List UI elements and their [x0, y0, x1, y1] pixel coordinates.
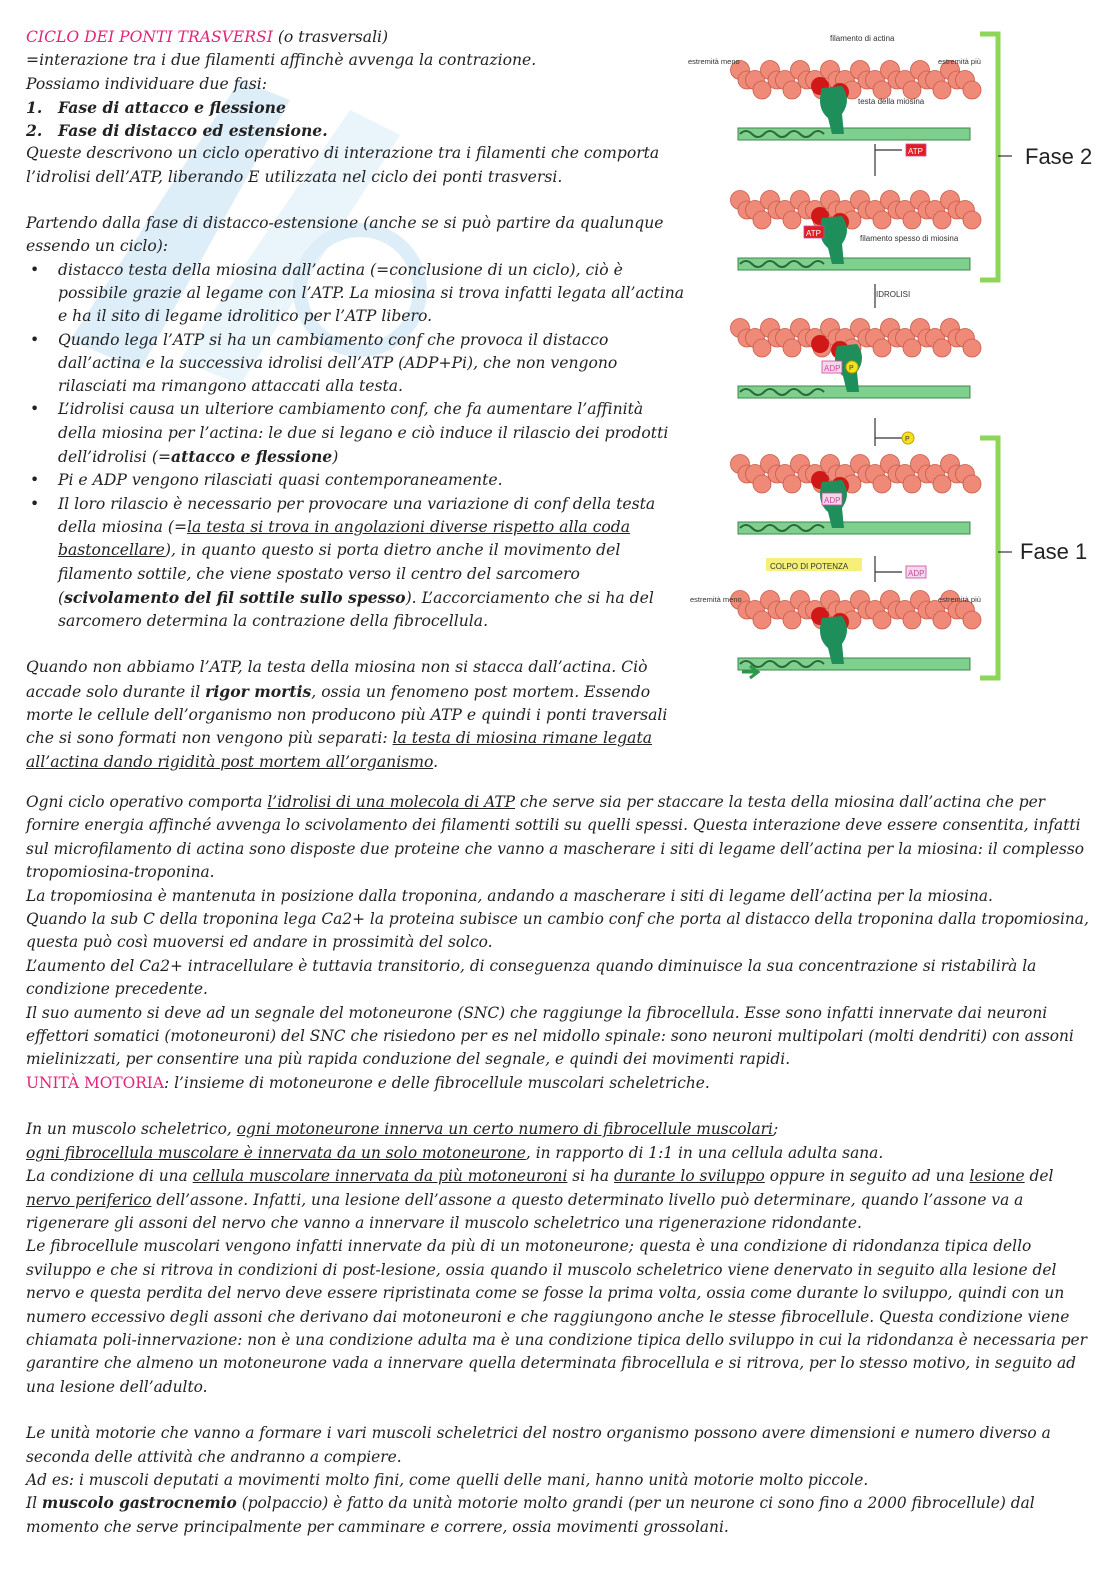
actin-bead [753, 475, 771, 493]
cycle-step: • Pi e ADP vengono rilasciati quasi contemporaneamente. [26, 469, 686, 492]
myosin-head [820, 616, 847, 664]
phase2-bracket [980, 34, 998, 280]
cycle-step: • distacco testa della miosina dall’actina (=conclusione di un ciclo), ciò è possibile grazie al legame con l’ATP. La miosina si trova infatti legata all’actina e ha il sito di legame idrolitico per l’ATP libero. [26, 259, 686, 329]
paragraph: ogni fibrocellula muscolare è innervata da un solo motoneurone, in rapporto di 1:1 in una cellula adulta sana. [26, 1143, 884, 1162]
section-title: CICLO DEI PONTI TRASVERSI [26, 28, 273, 46]
actin-bead [933, 611, 951, 629]
actin-bead [873, 211, 891, 229]
thick-filament [738, 258, 970, 270]
paragraph: UNITÀ MOTORIA: l’insieme di motoneurone e delle fibrocellule muscolari scheletriche. [26, 1073, 710, 1092]
cycle-start: Partendo dalla fase di distacco-estensione (anche se si può partire da qualunque essendo un ciclo): [26, 214, 664, 256]
label-thick-filament: filamento spesso di miosina [860, 234, 959, 243]
svg-text:ADP: ADP [824, 496, 841, 505]
paragraph: La condizione di una cellula muscolare innervata da più motoneuroni si ha durante lo sviluppo oppure in seguito ad una lesione del nervo periferico dell’assone. Infatti, una lesione dell’assone a questo determinato livello può determinare, quando l’assone va a rigenerare gli assoni del nervo che vanno a innervare il muscolo scheletrico una rigenerazione ridondante. [26, 1167, 1054, 1232]
paragraph: Ad es: i muscoli deputati a movimenti molto fini, come quelli delle mani, hanno unità motorie molto piccole. [26, 1470, 869, 1489]
section-heading: CICLO DEI PONTI TRASVERSI (o trasversali) [26, 28, 389, 46]
paragraph: Ogni ciclo operativo comporta l’idrolisi di una molecola di ATP che serve sia per staccare la testa della miosina dall’actina che per fornire energia affinché avvenga lo scivolamento dei filamenti sottili su quelli spessi. Questa interazione deve essere consentita, infatti sul microfilamento di actina sono disposte due proteine che vanno a mascherare i siti di legame dell’actina per la miosina: il complesso tropomiosina-troponina. [26, 793, 1085, 882]
actin-bead [783, 339, 801, 357]
crossbridge-cycle-figure [680, 26, 1110, 686]
label-actin-filament: filamento di actina [830, 34, 895, 43]
phase-item: 1. Fase di attacco e flessione [26, 97, 286, 117]
actin-bead [903, 611, 921, 629]
phase-list [26, 96, 686, 143]
cycle-steps [26, 259, 686, 634]
thick-filament [738, 128, 970, 140]
actin-bead [903, 475, 921, 493]
cycle-step: • Il loro rilascio è necessario per provocare una variazione di conf della testa della miosina (=la testa si trova in angolazioni diverse rispetto alla coda bastoncellare), in quanto questo si porta dietro anche il movimento del filamento sottile, che viene spostato verso il centro del sarcomero (scivolamento del fil sottile sullo spesso). L’accorciamento che si ha del sarcomero determina la contrazione della fibrocellula. [26, 493, 686, 634]
label-myosin-head: testa della miosina [858, 97, 925, 106]
actin-bead [753, 611, 771, 629]
actin-bead [753, 339, 771, 357]
bottom-text [26, 791, 1091, 1539]
svg-text:ADP: ADP [824, 364, 841, 373]
actin-bead [963, 611, 981, 629]
intro-line: Queste descrivono un ciclo operativo di interazione tra i filamenti che comporta l’idrolisi dell’ATP, liberando E utilizzata nel ciclo dei ponti trasversi. [26, 144, 660, 186]
actin-bead [963, 339, 981, 357]
actin-bead [873, 339, 891, 357]
actin-bead [933, 339, 951, 357]
label-minus-end: estremità meno [688, 57, 740, 66]
actin-bead [933, 475, 951, 493]
svg-text:ATP: ATP [806, 229, 821, 238]
actin-bead [783, 211, 801, 229]
thick-filament [738, 658, 970, 670]
paragraph: In un muscolo scheletrico, ogni motoneurone innerva un certo numero di fibrocellule muscolari; [26, 1120, 779, 1139]
intro-line: =interazione tra i due filamenti affinchè avvenga la contrazione. [26, 51, 537, 70]
thick-filament [738, 522, 970, 534]
paragraph: Il muscolo gastrocnemio (polpaccio) è fatto da unità motorie molto grandi (per un neurone ci sono fino a 2000 fibrocellule) dal momento che serve principalmente per camminare e correre, ossia movimenti grossolani. [26, 1494, 1035, 1536]
arrow [875, 418, 902, 446]
phase1-label: Fase 1 [1020, 539, 1088, 564]
top-text-column [26, 26, 686, 774]
cycle-step: • Quando lega l’ATP si ha un cambiamento conf che provoca il distacco dall’actina e la successiva idrolisi dell’ATP (ADP+Pi), che non vengono rilasciati ma rimangono attaccati alla testa. [26, 329, 686, 399]
phase2-label: Fase 2 [1025, 144, 1093, 169]
actin-bead [963, 81, 981, 99]
phase1-bracket [980, 438, 998, 678]
actin-bead [783, 81, 801, 99]
svg-text:P: P [905, 436, 910, 443]
actin-bead [933, 211, 951, 229]
paragraph: Le fibrocellule muscolari vengono infatti innervate da più di un motoneurone; questa è una condizione di ridondanza tipica dello sviluppo e che si ritrova in condizioni di post-lesione, ossia quando il muscolo scheletrico viene denervato in seguito alla lesione del nervo e questa perdita del nervo deve essere ripristinata come se fosse la prima volta, ossia come durante lo sviluppo, quindi con un numero eccessivo degli assoni che derivano dai motoneuroni e che raggiungono anche le stesse fibrocellule. Questa condizione viene chiamata poli-innervazione: non è una condizione adulta ma è una condizione tipica dello sviluppo in cui la ridondanza è necessaria per garantire che almeno un motoneurone vada a innervare quella determinata fibrocellula e si ritrova, per lo stesso motivo, in seguito ad una lesione dell’adulto. [26, 1237, 1088, 1396]
actin-bead [753, 81, 771, 99]
myosin-head [820, 86, 847, 134]
actin-bead [933, 81, 951, 99]
cycle-step: • L’idrolisi causa un ulteriore cambiamento conf, che fa aumentare l’affinità della miosina per l’actina: le due si legano e ciò induce il rilascio dei prodotti dell’idrolisi (=attacco e flessione) [26, 398, 686, 469]
label-power-stroke: COLPO DI POTENZA [770, 562, 849, 571]
actin-bead [873, 475, 891, 493]
unit-title: UNITÀ MOTORIA [26, 1073, 164, 1092]
arrow [875, 556, 902, 582]
paragraph: La tropomiosina è mantenuta in posizione dalla troponina, andando a mascherare i siti di legame dell’actina per la miosina. [26, 886, 993, 905]
label-hydrolysis: IDROLISI [876, 290, 911, 299]
svg-text:ATP: ATP [908, 147, 923, 156]
paragraph: Il suo aumento si deve ad un segnale del motoneurone (SNC) che raggiunge la fibrocellula. Esse sono infatti innervate dai neuroni effettori somatici (motoneuroni) del SNC che risiedono per es nel midollo spinale: sono neuroni multipolari (molti dendriti) con assoni mielinizzati, per consentire una più rapida conduzione del segnale, e quindi dei movimenti rapidi. [26, 1003, 1074, 1069]
actin-bead [963, 211, 981, 229]
phase-item: 2. Fase di distacco ed estensione. [26, 121, 328, 141]
actin-bead [783, 475, 801, 493]
intro-line: Possiamo individuare due fasi: [26, 74, 267, 93]
binding-site [811, 335, 829, 353]
svg-text:P: P [849, 365, 854, 372]
label-plus-end-bottom: estremità più [938, 595, 981, 604]
actin-bead [903, 339, 921, 357]
label-plus-end: estremità più [938, 57, 981, 66]
myosin-head [820, 216, 847, 264]
label-minus-end-bottom: estremità meno [690, 595, 742, 604]
svg-text:ADP: ADP [908, 569, 925, 578]
actin-bead [753, 211, 771, 229]
paragraph: Quando la sub C della troponina lega Ca2+ la proteina subisce un cambio conf che porta al distacco della troponina dalla tropomiosina, questa può così muoversi ed andare in prossimità del solco. [26, 910, 1089, 952]
actin-bead [963, 475, 981, 493]
rigor-paragraph: Quando non abbiamo l’ATP, la testa della miosina non si stacca dall’actina. Ciò accade solo durante il rigor mortis, ossia un fenomeno post mortem. Essendo morte le cellule dell’organismo non producono più ATP e quindi i ponti traversali che si sono formati non vengono più separati: la testa di miosina rimane legata all’actina dando rigidità post mortem all’organismo. [26, 658, 668, 771]
arrow [875, 144, 902, 176]
paragraph: Le unità motorie che vanno a formare i vari muscoli scheletrici del nostro organismo possono avere dimensioni e numero diverso a seconda delle attività che andranno a compiere. [26, 1424, 1051, 1466]
actin-bead [903, 211, 921, 229]
actin-bead [783, 611, 801, 629]
paragraph: L’aumento del Ca2+ intracellulare è tuttavia transitorio, di conseguenza quando diminuisce la sua concentrazione si ristabilirà la condizione precedente. [26, 956, 1037, 999]
actin-bead [873, 611, 891, 629]
